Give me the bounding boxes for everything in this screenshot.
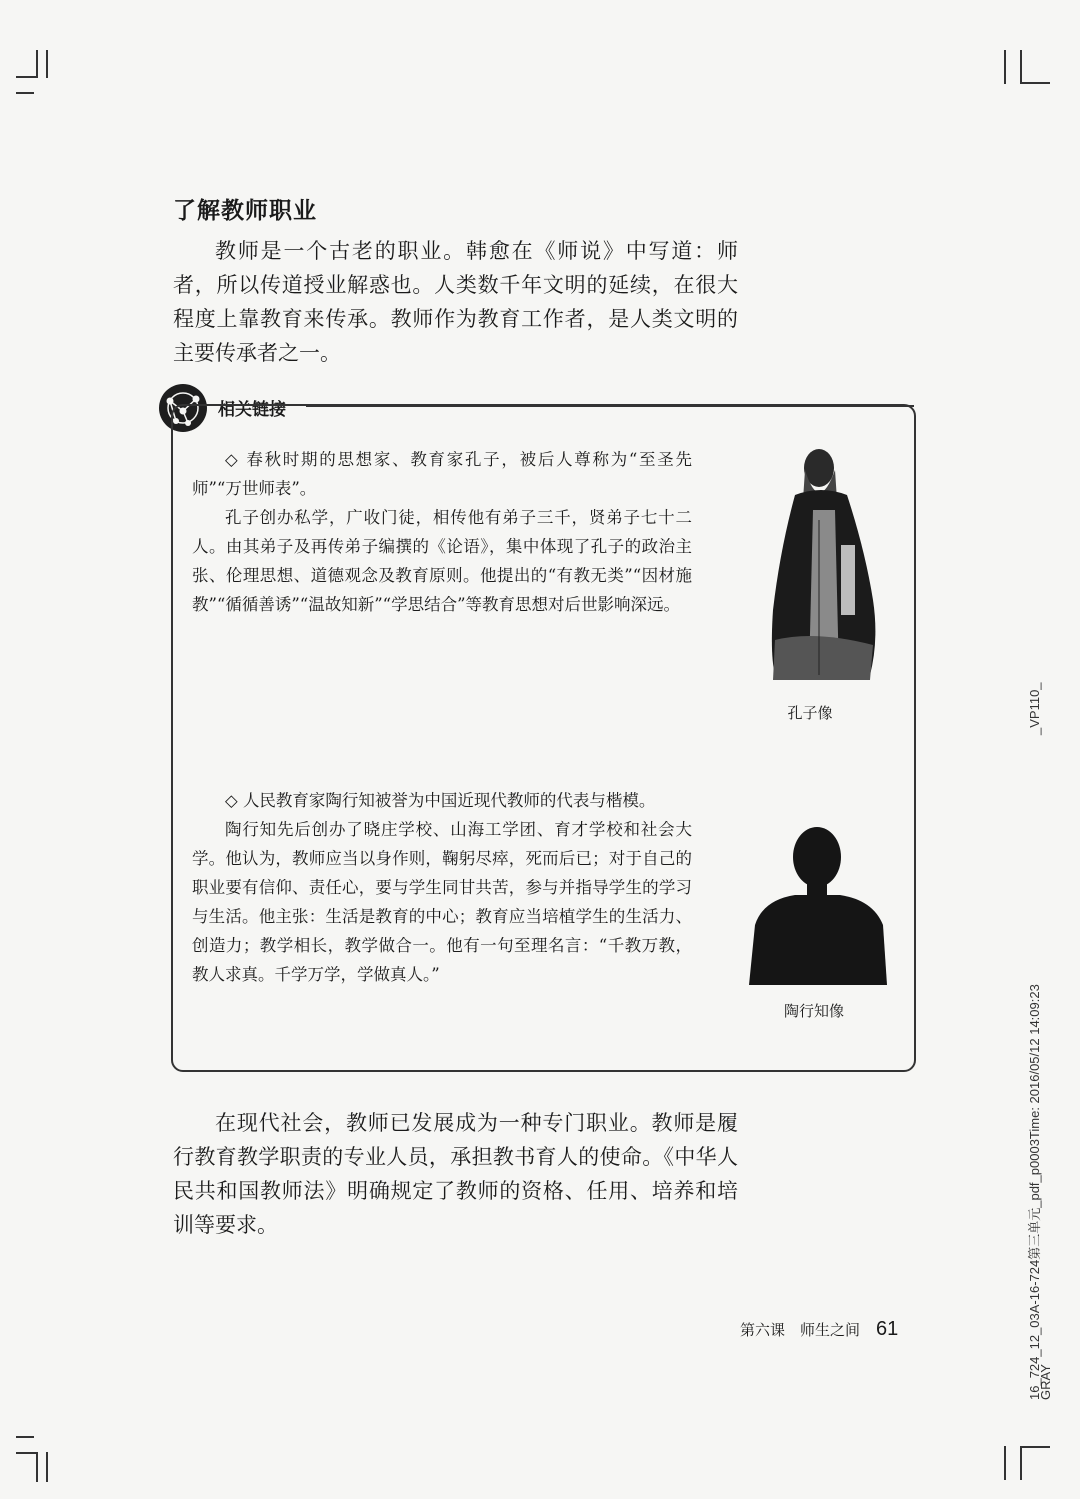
crop-mark bbox=[1020, 50, 1022, 84]
crop-mark bbox=[16, 92, 34, 94]
list-item bbox=[192, 786, 692, 989]
tao-xingzhi-portrait bbox=[745, 815, 890, 985]
intro-paragraph: 教师是一个古老的职业。韩愈在《师说》中写道：师者，所以传道授业解惑也。人类数千年文明的延续，在很大程度上靠教育来传承。教师作为教育工作者，是人类文明的主要传承者之一。 bbox=[173, 239, 738, 365]
crop-mark bbox=[16, 1436, 34, 1438]
item-lead: ◇ 春秋时期的思想家、教育家孔子，被后人尊称为“至圣先师”“万世师表”。 bbox=[192, 450, 692, 498]
crop-mark bbox=[16, 76, 38, 78]
related-links-title: 相关链接 bbox=[218, 400, 286, 420]
print-info: 16_724_12_03A-16-724第三单元_pdf_p0003Time: 2016/05/12 14:09:23 bbox=[1027, 984, 1042, 1400]
crop-mark bbox=[36, 1452, 38, 1482]
crop-mark bbox=[46, 50, 48, 78]
item-body: 孔子创办私学，广收门徒，相传他有弟子三千，贤弟子七十二人。由其弟子及再传弟子编撰的《论语》，集中体现了孔子的政治主张、伦理思想、道德观念及教育原则。他提出的“有教无类”“因材施教”“循循善诱”“温故知新”“学思结合”等教育思想对后世影响深远。 bbox=[192, 508, 692, 614]
confucius-portrait bbox=[755, 440, 890, 690]
page-footer bbox=[740, 1318, 898, 1341]
list-item bbox=[192, 445, 692, 619]
crop-mark bbox=[1020, 1446, 1022, 1480]
crop-mark bbox=[1020, 1446, 1050, 1448]
color-mode: GRAY bbox=[1038, 1364, 1053, 1400]
portrait-caption: 孔子像 bbox=[787, 704, 833, 722]
crop-mark bbox=[1004, 1446, 1006, 1480]
crop-mark bbox=[1004, 50, 1006, 84]
closing-paragraph: 在现代社会，教师已发展成为一种专门职业。教师是履行教育教学职责的专业人员，承担教书育人的使命。《中华人民共和国教师法》明确规定了教师的资格、任用、培养和培训等要求。 bbox=[173, 1111, 738, 1237]
item-lead: ◇ 人民教育家陶行知被誉为中国近现代教师的代表与楷模。 bbox=[225, 791, 656, 810]
item-body: 陶行知先后创办了晓庄学校、山海工学团、育才学校和社会大学。他认为，教师应当以身作则，鞠躬尽瘁，死而后已；对于自己的职业要有信仰、责任心，要与学生同甘共苦，参与并指导学生的学习与生活。他主张：生活是教育的中心；教育应当培植学生的生活力、创造力；教学相长，教学做合一。他有一句至理名言：“千教万教，教人求真。千学万学，学做真人。” bbox=[192, 820, 692, 984]
page-number: 61 bbox=[876, 1318, 899, 1340]
lesson-title: 第六课 师生之间 bbox=[740, 1321, 861, 1339]
crop-mark bbox=[36, 50, 38, 78]
crop-mark bbox=[1020, 82, 1050, 84]
margin-code: _VP110_ bbox=[1027, 682, 1042, 735]
section-title: 了解教师职业 bbox=[173, 198, 317, 224]
portrait-caption: 陶行知像 bbox=[783, 1002, 844, 1020]
crop-mark bbox=[46, 1452, 48, 1482]
crop-mark bbox=[16, 1452, 38, 1454]
